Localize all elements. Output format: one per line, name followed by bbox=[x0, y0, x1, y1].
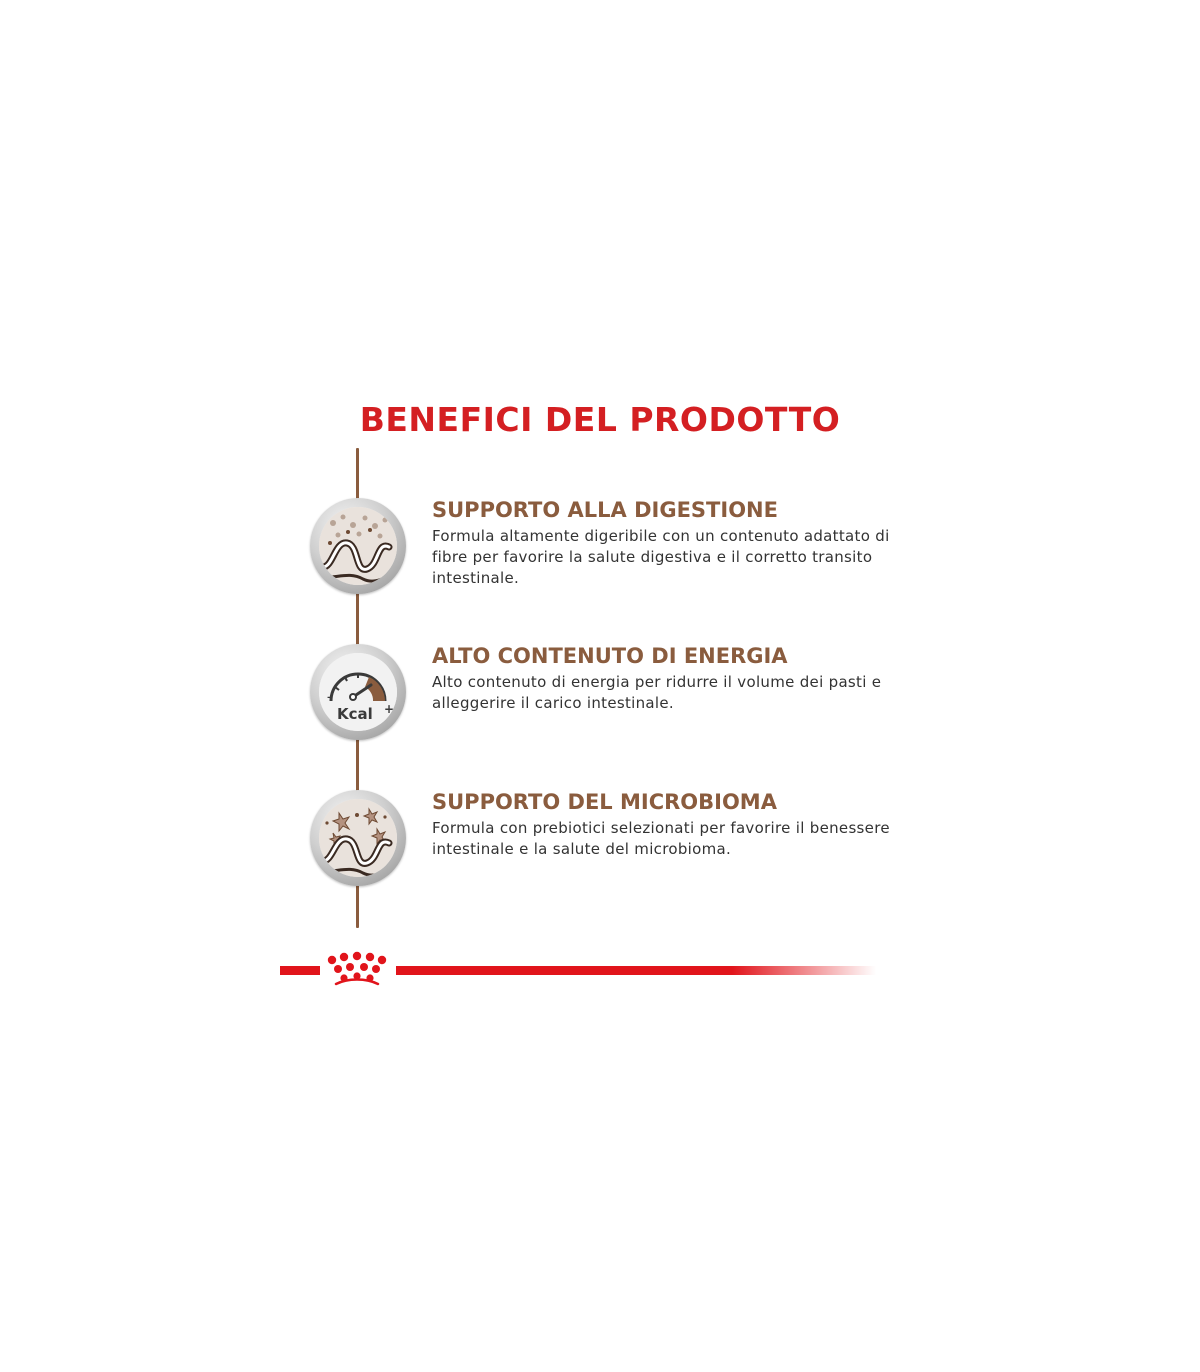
benefit-text: Formula con prebiotici selezionati per favorire il benessere intestinale e la salute del microbioma. bbox=[432, 819, 890, 858]
brand-line-left bbox=[280, 966, 320, 975]
benefit-heading: ALTO CONTENUTO DI ENERGIA bbox=[432, 644, 788, 668]
benefit-heading: SUPPORTO DEL MICROBIOMA bbox=[432, 790, 777, 814]
brand-line-right bbox=[396, 966, 876, 975]
energy-gauge-icon bbox=[310, 644, 406, 740]
benefit-heading: SUPPORTO ALLA DIGESTIONE bbox=[432, 498, 778, 522]
microbiome-icon bbox=[310, 790, 406, 886]
page-title: BENEFICI DEL PRODOTTO bbox=[359, 400, 841, 440]
kcal-label: Kcal bbox=[337, 705, 373, 723]
svg-text:–: – bbox=[327, 692, 332, 703]
benefit-text: Alto contenuto di energia per ridurre il volume dei pasti e alleggerire il carico intestinale. bbox=[432, 673, 882, 712]
royal-canin-crown-logo bbox=[322, 950, 392, 990]
digestion-icon bbox=[310, 498, 406, 594]
svg-text:+: + bbox=[384, 702, 395, 716]
benefit-text: Formula altamente digeribile con un contenuto adattato di fibre per favorire la salute digestiva e il corretto transito intestinale. bbox=[432, 527, 890, 587]
